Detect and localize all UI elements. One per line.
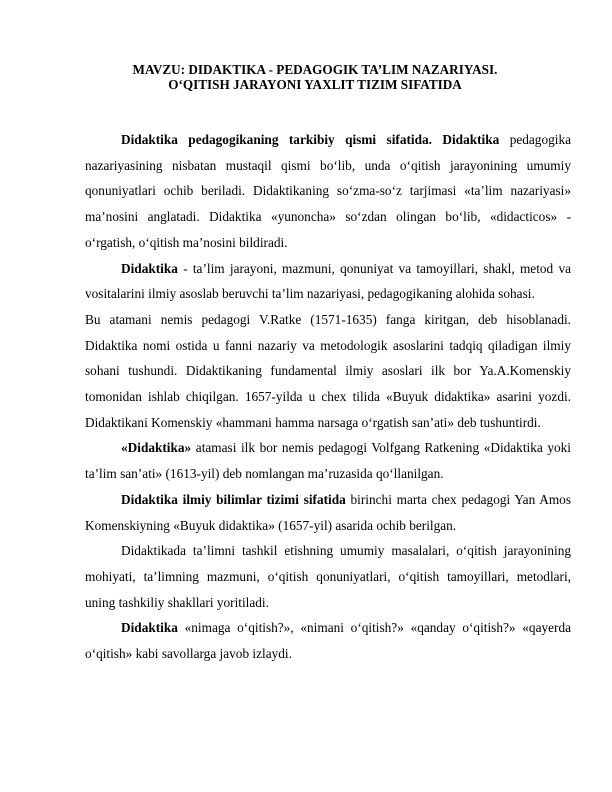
paragraph-1 <box>85 127 571 256</box>
paragraph-6-text: Didaktikada ta’limni tashkil etishning umumiy masalalari, o‘qitish jarayonining mohiyati, ta’limning mazmuni, o‘qitish qonuniyatlari, o‘qitish tamoyillari, metodlari, uning tashkiliy shakllari yoritiladi. <box>85 543 571 610</box>
paragraph-5-text: birinchi marta chex pedagogi Yan Amos Komenskiyning «Buyuk didaktika» (1657-yil) asarida ochib berilgan. <box>85 491 571 533</box>
paragraph-6 <box>85 538 571 615</box>
page-title <box>100 62 530 92</box>
paragraph-2-bold: Didaktika <box>121 260 178 276</box>
paragraph-7 <box>85 615 571 666</box>
title-line-2: O‘QITISH JARAYONI YAXLIT TIZIM SIFATIDA <box>168 77 462 92</box>
paragraph-7-bold: Didaktika <box>121 620 178 636</box>
paragraph-2-text: - ta’lim jarayoni, mazmuni, qonuniyat va tamoyillari, shakl, metod va vositalarini ilmiy asoslab beruvchi ta’lim nazariyasi, pedagogikaning alohida sohasi. <box>85 260 571 302</box>
paragraph-3 <box>85 307 571 436</box>
paragraph-5 <box>85 487 571 538</box>
paragraph-4-text: atamasi ilk bor nemis pedagogi Volfgang Ratkening «Didaktika yoki ta’lim san’ati» (1613-yil) deb nomlangan ma’ruzasida qo‘llanilgan. <box>85 440 571 482</box>
paragraph-1-text: pedagogika nazariyasining nisbatan mustaqil qismi bo‘lib, unda o‘qitish jarayonining umumiy qonuniyatlari ochib beriladi. Didaktikaning so‘zma-so‘z tarjimasi «ta’lim nazariyasi» ma’nosini anglatadi. Didaktika «yunoncha» so‘zdan olingan bo‘lib, «didacticos» - o‘rgatish, o‘qitish ma’nosini bildiradi. <box>85 132 571 250</box>
paragraph-2 <box>85 256 571 307</box>
paragraph-3-text: Bu atamani nemis pedagogi V.Ratke (1571-1635) fanga kiritgan, deb hisoblanadi. Didaktika nomi ostida u fanni nazariy va metodologik asoslarini tadqiq qiladigan ilmiy sohani tushundi. Didaktikaning fundamental ilmiy asoslari ilk bor Ya.A.Komenskiy tomonidan ishlab chiqilgan. 1657-yilda u chex tilida «Buyuk didaktika» asarini yozdi. Didaktikani Komenskiy «hammani hamma narsaga o‘rgatish san’ati» deb tushuntirdi. <box>85 311 571 430</box>
paragraph-7-text: «nimaga o‘qitish?», «nimani o‘qitish?» «qanday o‘qitish?» «qayerda o‘qitish» kabi savollarga javob izlaydi. <box>85 620 571 662</box>
paragraph-4-bold: «Didaktika» <box>121 440 192 456</box>
paragraph-5-bold: Didaktika ilmiy bilimlar tizimi sifatida <box>121 491 346 507</box>
title-line-1: MAVZU: DIDAKTIKA - PEDAGOGIK TA’LIM NAZARIYASI. <box>132 62 498 77</box>
paragraph-1-bold: Didaktika pedagogikaning tarkibiy qismi sifatida. Didaktika <box>121 132 500 147</box>
paragraph-4 <box>85 435 571 486</box>
document-body <box>85 127 571 667</box>
